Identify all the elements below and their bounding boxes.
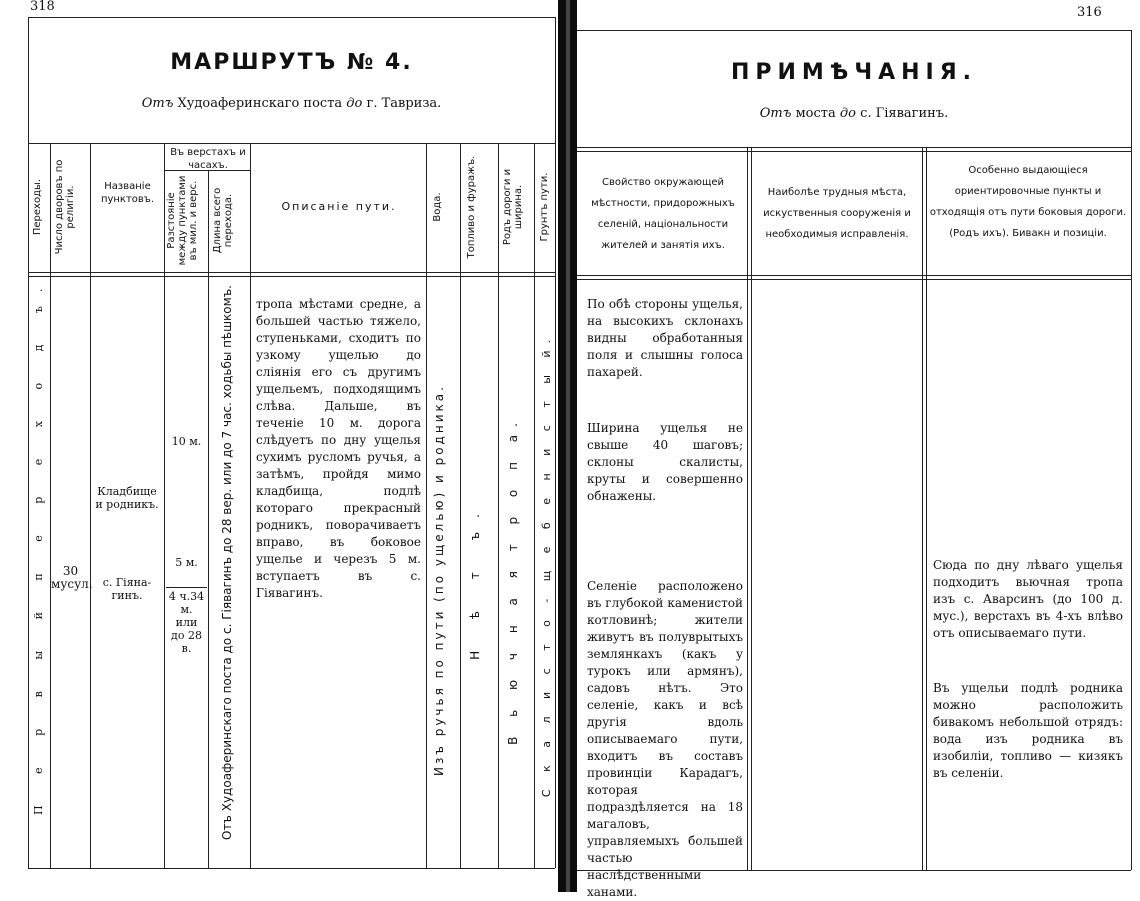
terrain-paragraph-1: По обѣ стороны ущелья, на высокихъ склонахъ видны обработанныя поля и слышны голоса пахарей. (587, 297, 743, 379)
water-text: Изъ ручья по пути (по ущелью) и родника. (432, 384, 446, 776)
soil-text: С к а л и с т о - щ е б е н и с т ы й. (540, 332, 553, 798)
subtitle-to-place: г. Тавриза. (366, 96, 442, 111)
road-type-text: В ь ю ч н а я т р о п а. (506, 415, 520, 745)
page-number: 316 (1077, 5, 1102, 20)
subtitle-to-word: до (839, 106, 856, 121)
frame-right (1131, 30, 1132, 870)
header-divider (28, 143, 555, 144)
distance-rule (166, 587, 207, 588)
book-spine-shadow (566, 0, 570, 892)
total-length-text: Отъ Худоаферинскаго поста до с. Гіявагинъ до 28 вер. или до 7 час. ходьбы пѣшкомъ. (220, 285, 234, 840)
right-page (577, 0, 1140, 899)
col-line (164, 143, 165, 868)
frame-bottom (28, 868, 555, 869)
subtitle-from-place: Худоаферинскаго поста (177, 96, 343, 111)
header-households: Число дворовъ по религіи. (54, 159, 76, 255)
header-total-length: Длина всего перехода. (212, 187, 234, 254)
col-line (747, 147, 748, 870)
subtitle-from-word: Отъ (141, 96, 174, 111)
col-line (926, 147, 927, 870)
header-distance-between: Разстояніе между пунктами въ мил. и верс. (166, 175, 199, 266)
notes-subtitle (577, 106, 1131, 121)
route-description: тропа мѣстами средне, а большей частью тяжело, ступеньками, сходитъ по узкому ущелью до слiянія его съ другимъ ущельемъ, подходящимъ слѣва. Дальше, въ теченіе 10 м. дорога слѣдуетъ по дну ущелья сухимъ русломъ ручья, а затѣмъ, пройдя мимо кладбища, подлѣ котораго прекрасный родникъ, поворачиваетъ вправо, въ боковое ущелье и черезъ 5 м. вступаетъ въ с. Гіявагинъ. (256, 297, 421, 600)
header-crossings: Переходы. (32, 178, 43, 236)
point-2: с. Гіяна-гинъ. (102, 576, 152, 602)
terrain-paragraph-2: Ширина ущелья не свыше 40 шаговъ; склоны скалисты, круты и совершенно обнажены. (587, 421, 743, 503)
left-page (0, 0, 558, 892)
subtitle-to-place: с. Гіявагинъ. (860, 106, 949, 121)
header-col-terrain: Свойство окружающей мѣстности, придорожныхъ селеній, національности жителей и занятія ихъ. (591, 177, 735, 251)
header-road-type: Родъ дороги и ширина. (502, 168, 524, 246)
header-distance-group: Въ верстахъ и часахъ. (170, 147, 246, 171)
header-col-difficult-places: Наиболѣе трудныя мѣста, искуственныя сооруженія и необходимыя исправленія. (763, 187, 911, 240)
route-subtitle (28, 96, 555, 111)
distance-or: или (175, 616, 198, 629)
header-soil: Грунтъ пути. (539, 172, 550, 242)
distance-total-cell (165, 590, 208, 655)
col-line (426, 143, 427, 868)
header-point-name: Названіе пунктовъ. (100, 181, 155, 205)
frame-top (577, 30, 1131, 31)
subtitle-from-word: Отъ (759, 106, 792, 121)
col-line (498, 143, 499, 868)
subtitle-to-word: до (346, 96, 363, 111)
subtitle-from-place: моста (795, 106, 836, 121)
col-line (90, 143, 91, 868)
header-col-landmarks: Особенно выдающіеся ориентировочные пункты и отходящія отъ пути боковыя дороги. (Родъ ихъ). Бивакн и позиціи. (929, 165, 1127, 239)
distance-2: 5 м. (175, 556, 198, 569)
distance-total: 4 ч.34 м. (168, 590, 205, 616)
col-line (922, 147, 923, 870)
header-divider (577, 147, 1131, 148)
page-number: 318 (30, 0, 55, 14)
col-line (50, 143, 51, 868)
header-divider-2 (577, 151, 1131, 152)
col-line (208, 170, 209, 868)
col-line (460, 143, 461, 868)
distance-1: 10 м. (171, 435, 202, 448)
households-religion: мусул. (51, 577, 93, 591)
point-1: Кладбище и родникъ. (95, 485, 159, 511)
frame-left (28, 17, 29, 868)
header-bottom-2 (577, 279, 1131, 280)
header-bottom-2 (28, 276, 555, 277)
header-description: Описаніе пути. (281, 200, 397, 213)
landmarks-paragraph-2: Въ ущельи подлѣ родника можно расположить бивакомъ небольшой отрядъ: вода изъ родника въ изобиліи, топливо — кизякъ въ селеніи. (933, 681, 1123, 780)
header-water: Вода. (432, 192, 443, 222)
header-bottom (28, 272, 555, 273)
frame-right (555, 17, 556, 868)
fuel-text: Н ѣ т ъ. (468, 500, 482, 660)
frame-top (28, 17, 555, 18)
crossing-label: П е р в ы й п е р е х о д ъ. (32, 274, 45, 815)
col-line (534, 143, 535, 868)
notes-title: ПРИМѢЧАНІЯ. (730, 60, 978, 85)
landmarks-paragraph-1: Сюда по дну лѣваго ущелья подходитъ вьючная тропа изъ с. Аварсинъ (до 100 д. мус.), верстахъ въ 4-хъ влѣво отъ описываемаго пути. (933, 558, 1123, 640)
route-title: МАРШРУТЪ № 4. (170, 50, 413, 75)
distance-versts: до 28 в. (171, 629, 202, 655)
households-count: 30 (62, 564, 79, 578)
header-fuel: Топливо и фуражъ. (466, 155, 477, 259)
col-line (751, 147, 752, 870)
header-bottom (577, 275, 1131, 276)
terrain-paragraph-3: Селеніе расположено въ глубокой каменистой котловинѣ; жители живутъ въ полуврытыхъ землянкахъ (какъ у турокъ или армянъ), садовъ нѣтъ. Это селеніе, какъ и всѣ другія вдоль описываемаго пути, входитъ въ составъ провинціи Карадагъ, которая подраздѣляется на 18 магаловъ, управляемыхъ большей частью наслѣдственными ханами. (587, 579, 743, 899)
households-cell (51, 564, 93, 591)
col-line (250, 143, 251, 868)
